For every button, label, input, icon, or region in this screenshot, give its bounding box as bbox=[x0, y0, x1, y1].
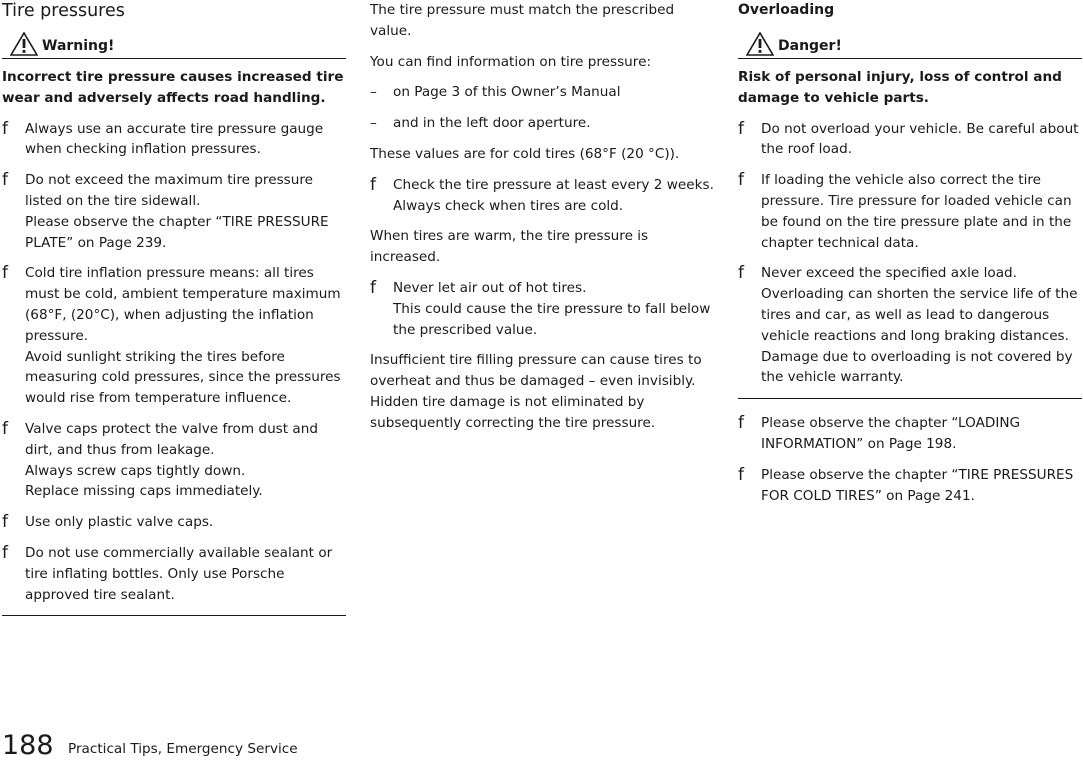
bullet-icon: f bbox=[738, 170, 744, 191]
bullet-text: Cold tire inflation pressure means: all tires must be cold, ambient temperature maximum (68°F, (20°C), when adjusting the inflation pressure. bbox=[25, 265, 341, 344]
warning-lead: Incorrect tire pressure causes increased tire wear and adversely affects road handling. bbox=[2, 69, 344, 106]
bullet-icon: f bbox=[2, 263, 8, 284]
section-heading: Overloading bbox=[738, 2, 835, 18]
bullet-text: Replace missing caps immediately. bbox=[25, 483, 263, 500]
bullet-text: If loading the vehicle also correct the tire pressure. Tire pressure for loaded vehicle can be found on the tire pressure plate and in the chapter technical data. bbox=[761, 172, 1072, 251]
bullet-icon: f bbox=[738, 263, 744, 284]
warning-icon bbox=[10, 32, 38, 56]
bullet-text: Please observe the chapter “LOADING INFORMATION” on Page 198. bbox=[761, 415, 1021, 452]
bullet-text: This could cause the tire pressure to fall below the prescribed value. bbox=[393, 300, 711, 338]
list-item-text: and in the left door aperture. bbox=[393, 115, 591, 132]
bullet-icon: f bbox=[2, 418, 8, 439]
bullet-text: Use only plastic valve caps. bbox=[25, 514, 214, 531]
reference-bullets bbox=[738, 413, 1082, 506]
divider bbox=[2, 615, 346, 616]
bullet-text: Avoid sunlight striking the tires before measuring cold pressures, since the pressures would rise from temperature influence. bbox=[25, 348, 341, 407]
bullet-text: Check the tire pressure at least every 2 weeks. Always check when tires are cold. bbox=[393, 176, 714, 214]
bullet-item bbox=[738, 465, 1082, 507]
section-title: Tire pressures bbox=[2, 1, 125, 21]
column-right bbox=[738, 0, 1082, 516]
column-middle bbox=[370, 0, 714, 444]
bullet-text: Valve caps protect the valve from dust and dirt, and thus from leakage. bbox=[25, 420, 318, 458]
list-item bbox=[370, 113, 714, 134]
danger-label: Danger! bbox=[778, 38, 842, 54]
bullet-icon: f bbox=[2, 118, 8, 139]
bullet-item bbox=[2, 512, 346, 533]
page-number: 188 bbox=[2, 730, 54, 761]
intro-paragraph: The tire pressure must match the prescribed value. bbox=[370, 2, 675, 39]
bullet-item bbox=[738, 119, 1082, 161]
dash-bullet: – bbox=[370, 84, 377, 101]
info-intro: You can find information on tire pressure: bbox=[370, 53, 652, 70]
danger-lead: Risk of personal injury, loss of control and damage to vehicle parts. bbox=[738, 69, 1062, 106]
warning-bullets bbox=[2, 119, 346, 606]
bullet-item bbox=[2, 419, 346, 502]
dash-bullet: – bbox=[370, 115, 377, 132]
warning-label: Warning! bbox=[42, 38, 115, 54]
footer-section-title: Practical Tips, Emergency Service bbox=[68, 741, 298, 757]
bullet-item bbox=[738, 413, 1082, 455]
bullet-item bbox=[370, 278, 714, 340]
bullet-icon: f bbox=[738, 413, 744, 434]
bullet-text: Always use an accurate tire pressure gauge when checking inflation pressures. bbox=[25, 120, 324, 158]
danger-header bbox=[738, 32, 1082, 59]
bullet-item bbox=[370, 175, 714, 217]
bullet-item bbox=[2, 263, 346, 409]
bullet-text: Overloading can shorten the service life of the tires and car, as well as lead to dangerous vehicle reactions and long braking distances. bbox=[761, 286, 1078, 344]
bullet-item bbox=[2, 119, 346, 161]
danger-icon bbox=[746, 32, 774, 56]
warning-header bbox=[2, 32, 346, 59]
bullet-icon: f bbox=[370, 174, 376, 195]
divider bbox=[738, 398, 1082, 399]
bullet-icon: f bbox=[370, 277, 376, 298]
bullet-icon: f bbox=[2, 170, 8, 191]
cold-values-note: These values are for cold tires (68°F (20 °C)). bbox=[370, 145, 680, 162]
bullet-text: Do not exceed the maximum tire pressure listed on the tire sidewall. bbox=[25, 172, 314, 209]
column-left bbox=[2, 0, 346, 630]
bullet-item bbox=[2, 543, 346, 605]
insufficient-paragraph: Insufficient tire filling pressure can cause tires to overheat and thus be damaged – even invisibly. Hidden tire damage is not eliminated by subsequently correcting the tire pressure. bbox=[370, 352, 702, 431]
bullet-item bbox=[738, 263, 1082, 388]
bullet-text: Never exceed the specified axle load. bbox=[761, 265, 1017, 282]
bullet-text: Please observe the chapter “TIRE PRESSURES FOR COLD TIRES” on Page 241. bbox=[761, 466, 1074, 504]
bullet-text: Do not overload your vehicle. Be careful about the roof load. bbox=[761, 120, 1079, 158]
bullet-icon: f bbox=[738, 118, 744, 139]
list-item bbox=[370, 82, 714, 103]
bullet-text: Never let air out of hot tires. bbox=[393, 279, 587, 296]
bullet-text: Always screw caps tightly down. bbox=[25, 462, 246, 479]
warm-note: When tires are warm, the tire pressure is increased. bbox=[370, 228, 649, 266]
bullet-text: Do not use commercially available sealant or tire inflating bottles. Only use Porsche approved tire sealant. bbox=[25, 544, 333, 603]
bullet-item bbox=[2, 170, 346, 253]
bullet-text: Please observe the chapter “TIRE PRESSURE PLATE” on Page 239. bbox=[25, 213, 329, 251]
bullet-item bbox=[738, 170, 1082, 253]
list-item-text: on Page 3 of this Owner’s Manual bbox=[393, 84, 621, 101]
bullet-icon: f bbox=[2, 542, 8, 563]
bullet-icon: f bbox=[2, 512, 8, 533]
danger-bullets bbox=[738, 119, 1082, 389]
bullet-icon: f bbox=[738, 464, 744, 485]
bullet-text: Damage due to overloading is not covered by the vehicle warranty. bbox=[761, 348, 1073, 386]
